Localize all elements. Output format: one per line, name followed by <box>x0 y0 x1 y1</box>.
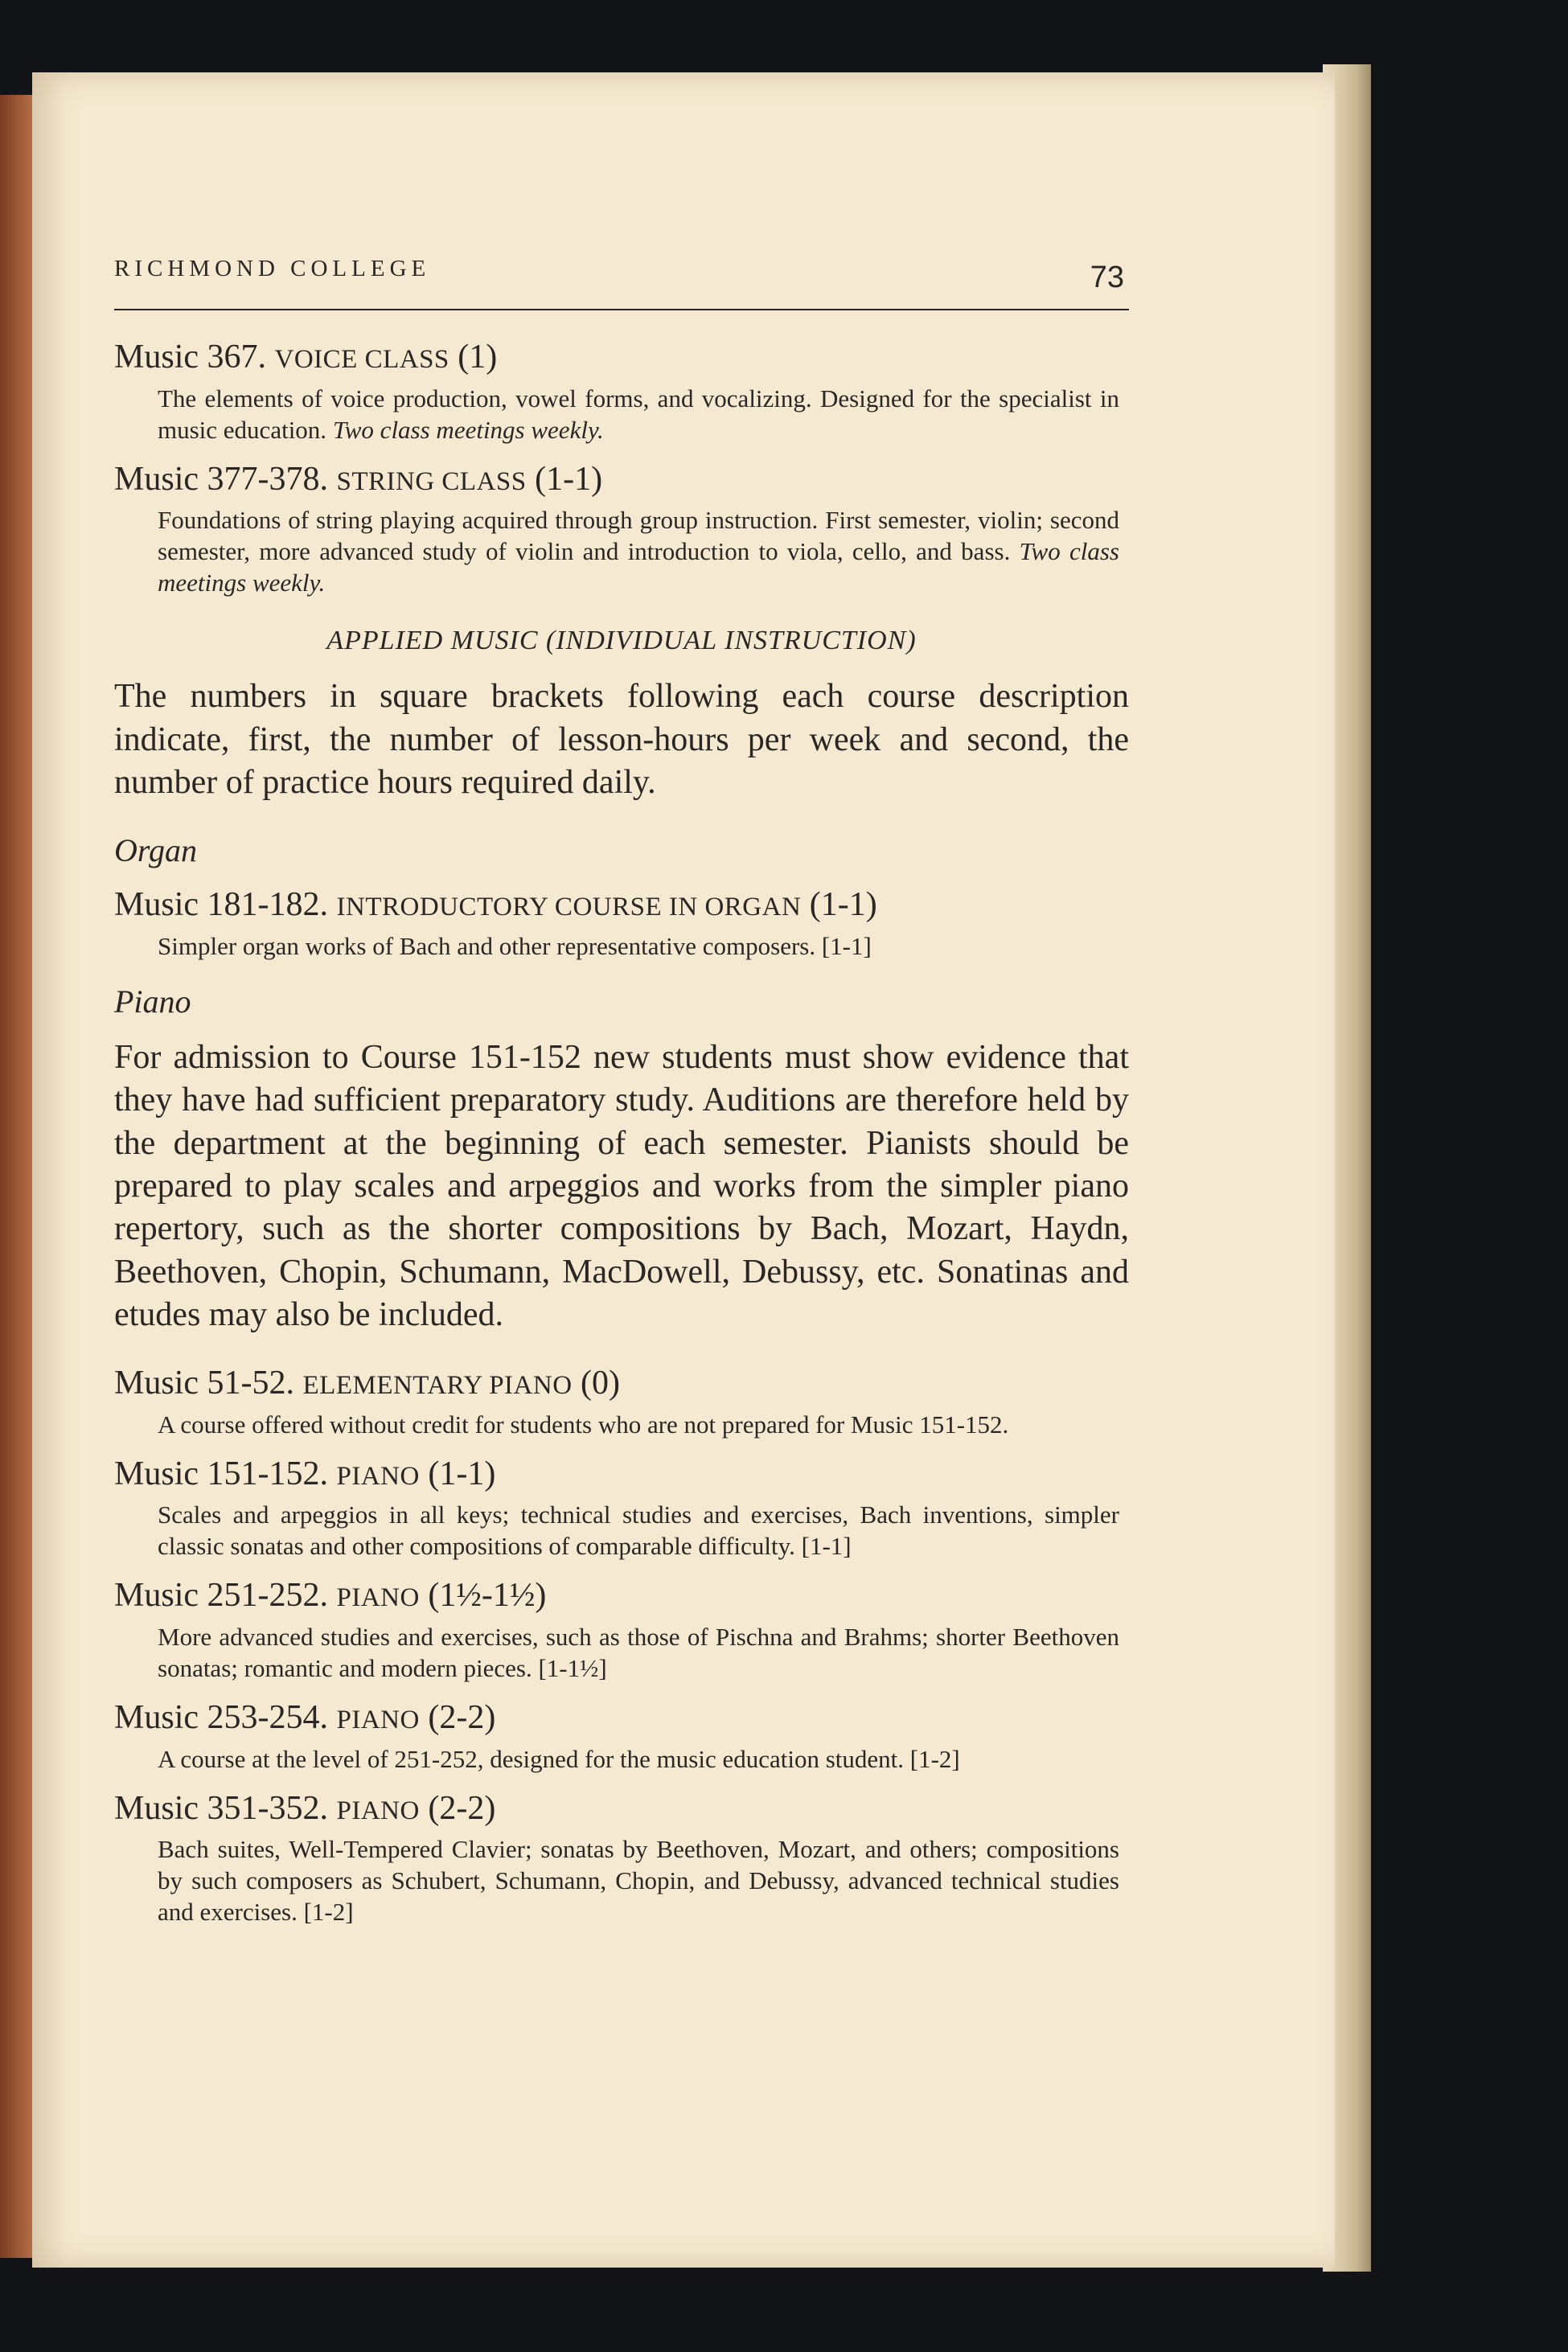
course-title: Music 367. VOICE CLASS (1) <box>114 339 498 376</box>
course-title: Music 251-252. PIANO (1½-1½) <box>114 1577 547 1615</box>
course-entry <box>114 1698 1129 1775</box>
course-title: Music 377-378. STRING CLASS (1-1) <box>114 460 603 498</box>
course-entry <box>114 1455 1129 1562</box>
course-description: Bach suites, Well-Tempered Clavier; sonatas by Beethoven, Mozart, and others; compositions by such composers as Schubert, Schumann, Chopin, and Debussy, advanced technical studies and exercises. [1-2] <box>158 1835 1119 1927</box>
course-note: Two class meetings weekly. <box>158 537 1119 597</box>
course-entry <box>114 1576 1129 1684</box>
course-description: Simpler organ works of Bach and other representative composers. [1-1] <box>158 931 872 960</box>
course-title: Music 181-182. INTRODUCTORY COURSE IN ORGAN (1-1) <box>114 886 877 924</box>
page-header <box>114 256 1129 310</box>
course-entry <box>114 1789 1129 1928</box>
course-title: Music 351-352. PIANO (2-2) <box>114 1789 496 1827</box>
subheading-organ: Organ <box>114 832 197 869</box>
course-description: More advanced studies and exercises, such as those of Pischna and Brahms; shorter Beethoven sonatas; romantic and modern pieces. [1-1½] <box>158 1622 1119 1683</box>
course-description: The elements of voice production, vowel forms, and vocalizing. Designed for the specialist in music education. Two class meetings weekly. <box>158 384 1119 444</box>
course-entry <box>114 1364 1129 1440</box>
course-description: Foundations of string playing acquired through group instruction. First semester, violin; second semester, more advanced study of violin and introduction to viola, cello, and bass. Two class meetings weekly. <box>158 506 1119 597</box>
course-title: Music 151-152. PIANO (1-1) <box>114 1455 496 1492</box>
course-entry <box>114 885 1129 962</box>
course-title: Music 253-254. PIANO (2-2) <box>114 1699 496 1737</box>
course-entry <box>114 338 1129 445</box>
course-description: A course offered without credit for students who are not prepared for Music 151-152. <box>158 1410 1009 1439</box>
course-note: Two class meetings weekly. <box>332 415 604 444</box>
course-entry <box>114 460 1129 599</box>
section-heading-applied-music: APPLIED MUSIC (INDIVIDUAL INSTRUCTION) <box>326 626 917 656</box>
applied-intro-paragraph: The numbers in square brackets following each course description indicate, first, the number of lesson-hours per week and second, the number of practice hours required daily. <box>114 678 1129 801</box>
running-head: RICHMOND COLLEGE <box>114 256 431 281</box>
page-number: 73 <box>1090 261 1124 294</box>
page-content <box>114 338 1129 1942</box>
subheading-piano: Piano <box>114 983 191 1020</box>
course-title: Music 51-52. ELEMENTARY PIANO (0) <box>114 1365 621 1402</box>
piano-intro-paragraph: For admission to Course 151-152 new students must show evidence that they have had sufficient preparatory study. Auditions are therefore held by the department at the beginning of each semester. Pianists should be prepared to play scales and arpeggios and works from the simpler piano repertory, such as the shorter compositions by Bach, Mozart, Haydn, Beethoven, Chopin, Schumann, MacDowell, Debussy, etc. Sonatinas and etudes may also be included. <box>114 1038 1129 1333</box>
course-description: A course at the level of 251-252, designed for the music education student. [1-2] <box>158 1744 960 1773</box>
course-description: Scales and arpeggios in all keys; technical studies and exercises, Bach inventions, simpler classic sonatas and other compositions of comparable difficulty. [1-1] <box>158 1500 1119 1561</box>
